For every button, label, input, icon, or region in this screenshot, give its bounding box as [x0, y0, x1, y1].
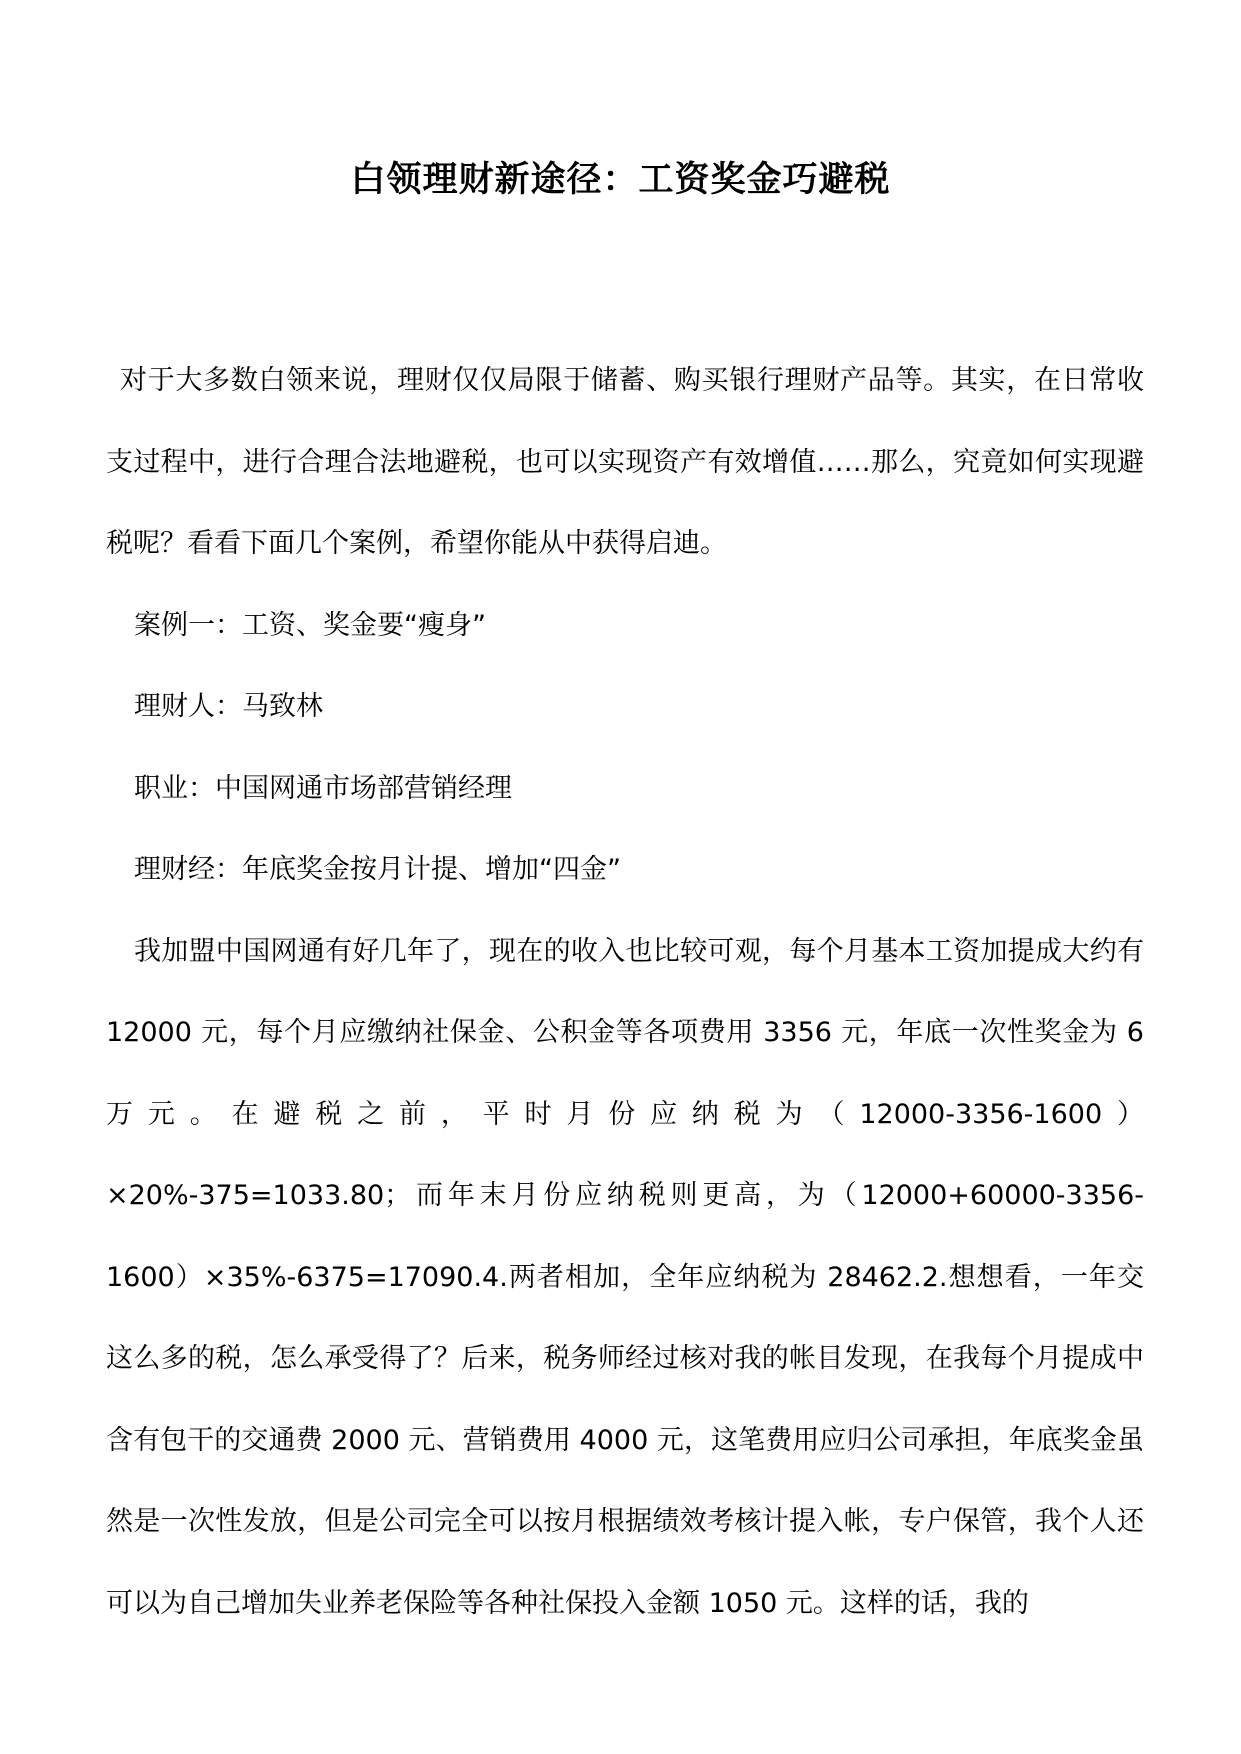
- case-story-paragraph: 我加盟中国网通有好几年了，现在的收入也比较可观，每个月基本工资加提成大约有 12000 元，每个月应缴纳社保金、公积金等各项费用 3356 元，年底一次性奖金为 6 万元。在避税之前，平时月份应纳税为（12000-3356-1600）×20%-375=1033.80；而年末月份应纳税则更高，为（12000+60000-3356-1600）×35%-6375=17090.4.两者相加，全年应纳税为 28462.2.想想看，一年交这么多的税，怎么承受得了？后来，税务师经过核对我的帐目发现，在我每个月提成中含有包干的交通费 2000 元、营销费用 4000 元，这笔费用应归公司承担，年底奖金虽然是一次性发放，但是公司完全可以按月根据绩效考核计提入帐，专户保管，我个人还可以为自己增加失业养老保险等各种社保投入金额 1050 元。这样的话，我的: [106, 935, 1144, 1619]
- case-tip: 理财经：年底奖金按月计提、增加“四金”: [134, 854, 621, 885]
- case-person: 理财人：马致林: [134, 691, 323, 722]
- document-title: 白领理财新途径：工资奖金巧避税: [350, 159, 891, 200]
- case-heading: 案例一：工资、奖金要“瘦身”: [134, 609, 486, 641]
- document-body: [106, 340, 1144, 1644]
- case-occupation: 职业：中国网通市场部营销经理: [134, 772, 512, 804]
- intro-paragraph: 对于大多数白领来说，理财仅仅局限于储蓄、购买银行理财产品等。其实，在日常收支过程中，进行合理合法地避税，也可以实现资产有效增值……那么，究竟如何实现避税呢？看看下面几个案例，希望你能从中获得启迪。: [106, 365, 1144, 559]
